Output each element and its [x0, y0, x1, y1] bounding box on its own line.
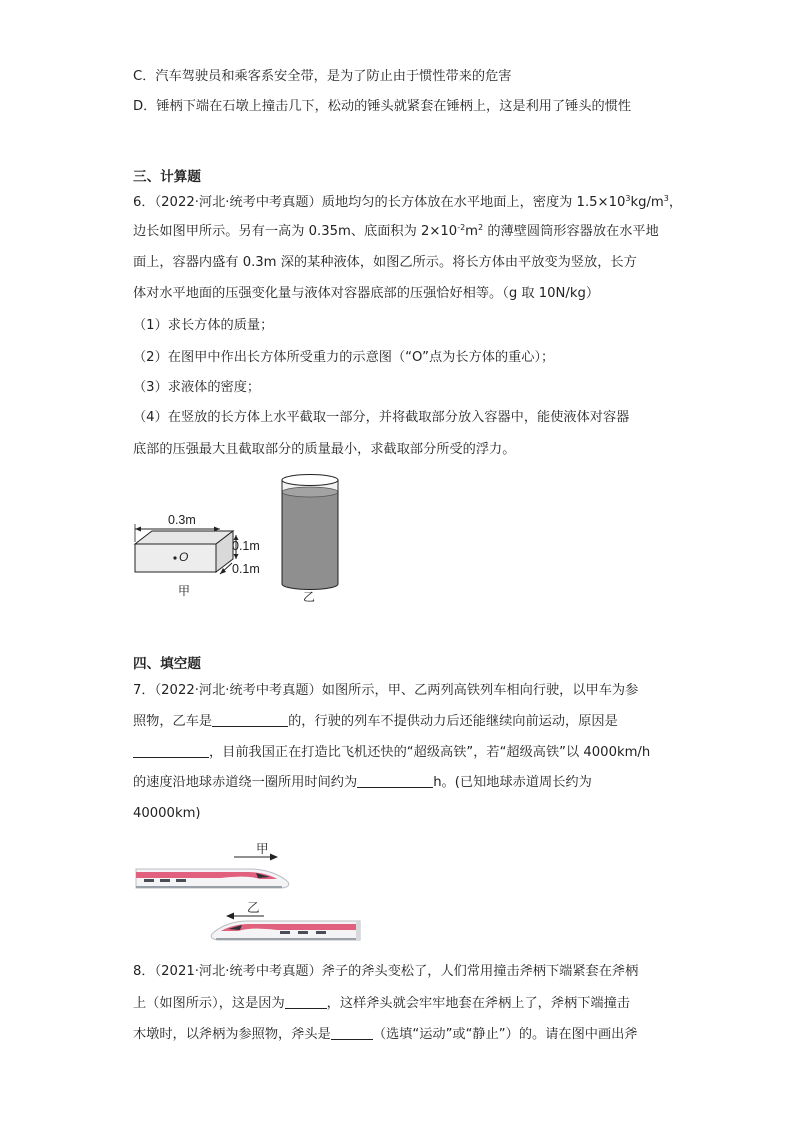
section-heading-calculation: 三、计算题	[133, 169, 201, 185]
train-jia	[136, 869, 289, 888]
q6-line-3: 面上，容器内盛有 0.3m 深的某种液体，如图乙所示。将长方体由平放变为竖放，长方	[133, 255, 637, 270]
q6-sub-4b: 底部的压强最大且截取部分的质量最小，求截取部分所受的浮力。	[133, 442, 516, 457]
option-d: D．锤柄下端在石墩上撞击几下，松动的锤头就紧套在锤柄上，这是利用了锤头的惯性	[133, 99, 632, 114]
container-rim	[282, 475, 338, 486]
q6-sub-3: （3）求液体的密度；	[133, 380, 261, 395]
answer-blank-4[interactable]	[285, 994, 327, 1009]
q8-line-3: 木墩时，以斧柄为参照物，斧头是 （选填“运动”或“静止”）的。请在图中画出斧	[133, 1027, 638, 1042]
q6-figure	[120, 468, 380, 608]
caption-yi: 乙	[303, 590, 316, 604]
q8-line-1: 8．（2021·河北·统考中考真题）斧子的斧头变松了，人们常用撞击斧柄下端紧套在斧柄	[133, 964, 639, 979]
q6-line-1: 6．（2022·河北·统考中考真题）质地均匀的长方体放在水平地面上，密度为 $1.5\times 10^3kg/m^3$，	[133, 194, 683, 210]
height-arrow-bottom	[234, 554, 239, 559]
train-label-jia: 甲	[256, 842, 269, 856]
q7-line-4: 的速度沿地球赤道绕一圈所用时间约为 h。(已知地球赤道周长约为	[133, 775, 592, 790]
container-liquid	[282, 492, 338, 584]
answer-blank-5[interactable]	[331, 1025, 373, 1040]
train-yi	[211, 921, 360, 940]
q6-sub-4a: （4）在竖放的长方体上水平截取一部分，并将截取部分放入容器中，能使液体对容器	[133, 410, 630, 425]
caption-jia: 甲	[178, 584, 191, 598]
q7-train-figure	[130, 836, 370, 944]
answer-blank-1[interactable]	[212, 712, 288, 727]
answer-blank-3[interactable]	[357, 773, 433, 788]
center-label: O	[179, 550, 189, 564]
width-label: 0.1m	[232, 562, 260, 576]
train-jia-direction-arrow	[270, 854, 278, 861]
q8-line-2: 上（如图所示），这是因为 ，这样斧头就会牢牢地套在斧柄上了，斧柄下端撞击	[133, 996, 630, 1011]
center-of-gravity-point	[173, 556, 176, 559]
container-bottom	[282, 584, 338, 590]
option-c: C．汽车驾驶员和乘客系安全带，是为了防止由于惯性带来的危害	[133, 69, 512, 84]
liquid-surface	[282, 487, 338, 497]
q6-line-2: 边长如图甲所示。另有一高为 0.35m、底面积为 $2\times 10^{-2}m^2$ 的薄壁圆筒形容器放在水平地	[133, 223, 659, 239]
q7-line-2: 照物，乙车是 的，行驶的列车不提供动力后还能继续向前运动，原因是	[133, 714, 618, 729]
height-label: 0.1m	[232, 539, 260, 553]
train-label-yi: 乙	[247, 901, 260, 915]
answer-blank-2[interactable]	[133, 743, 209, 758]
q6-sub-2: （2）在图甲中作出长方体所受重力的示意图（“O”点为长方体的重心）；	[133, 350, 555, 365]
length-label: 0.3m	[168, 513, 196, 527]
q6-line-4: 体对水平地面的压强变化量与液体对容器底部的压强恰好相等。（g 取 10N/kg）	[133, 286, 600, 301]
section-heading-fill-in: 四、填空题	[133, 656, 201, 672]
q7-line-3: ，目前我国正在打造比飞机还快的“超级高铁”，若“超级高铁”以 4000km/h	[133, 743, 650, 763]
q7-line-5: 40000km)	[133, 806, 201, 821]
train-yi-direction-arrow	[226, 913, 234, 920]
q6-sub-1: （1）求长方体的质量；	[133, 318, 274, 333]
q7-line-1: 7．（2022·河北·统考中考真题）如图所示，甲、乙两列高铁列车相向行驶，以甲车为参	[133, 683, 639, 698]
length-arrow-left	[135, 527, 141, 532]
